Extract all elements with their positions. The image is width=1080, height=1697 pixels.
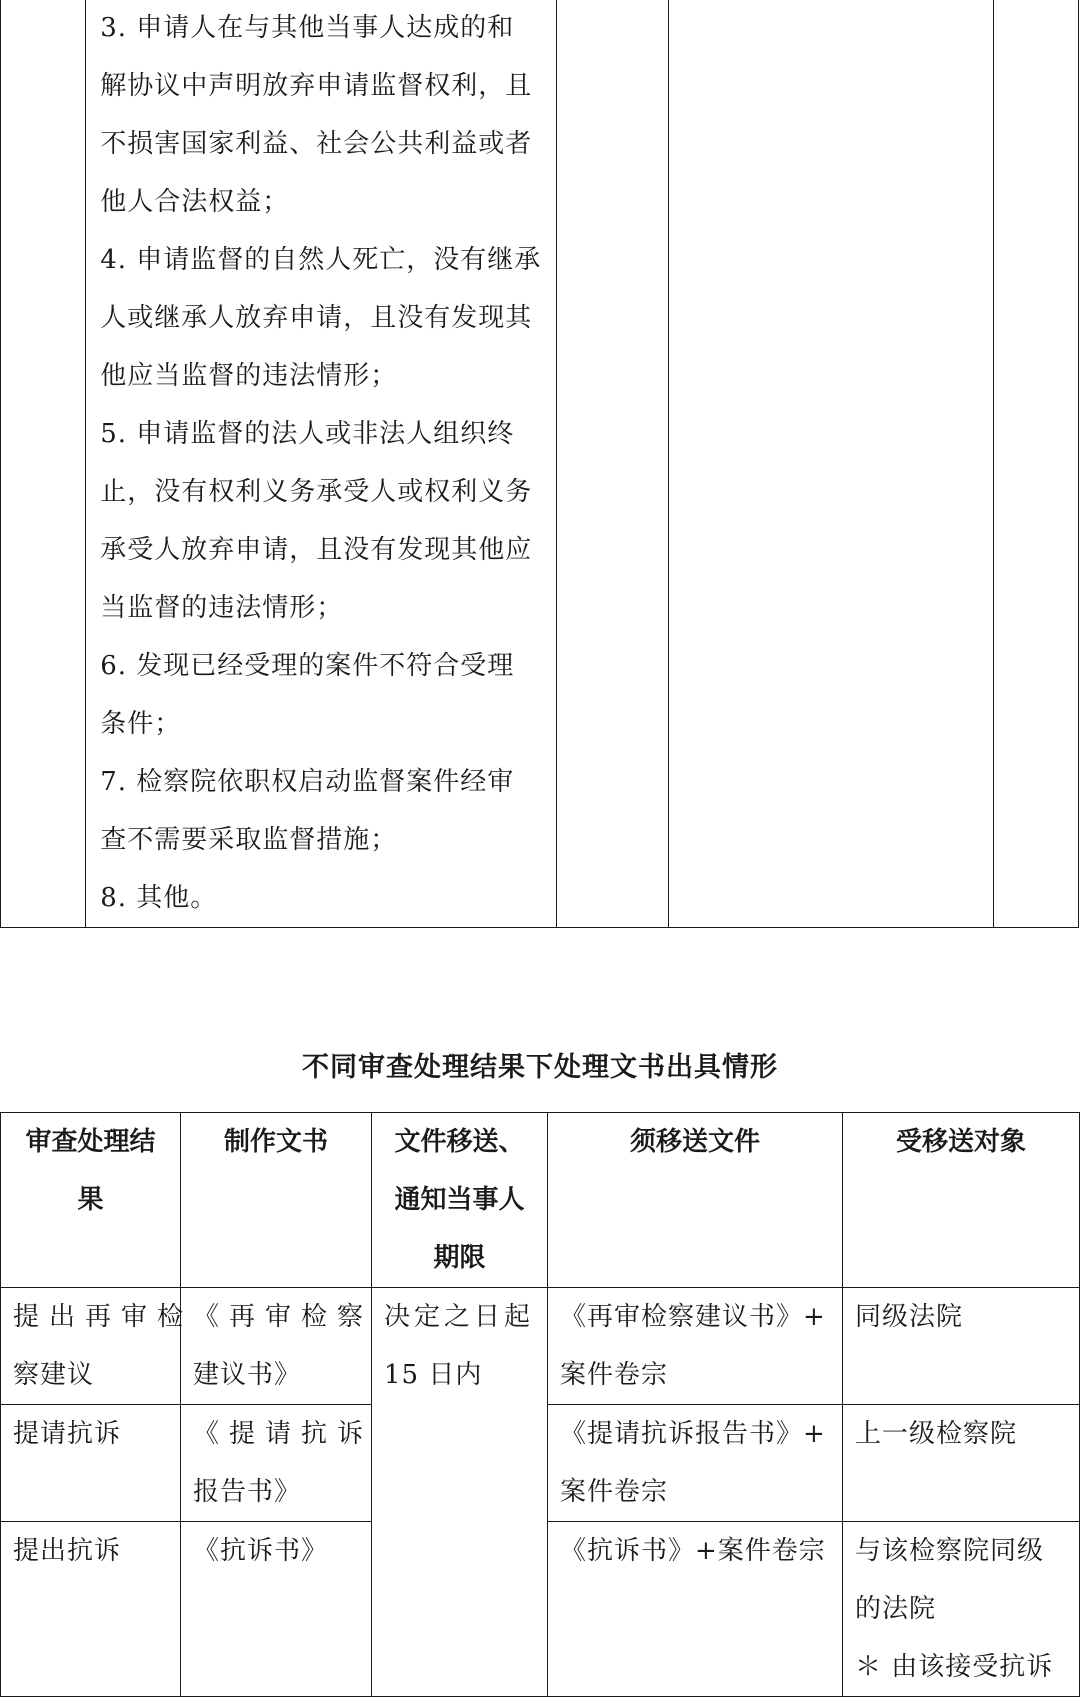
item-line: 不损害国家利益、社会公共利益或者 <box>100 129 533 159</box>
item-line: 7. 检察院依职权启动监督案件经审 <box>100 767 515 797</box>
continued-col-3 <box>556 0 668 928</box>
cell-document: 《提请抗诉 报告书》 <box>181 1405 372 1522</box>
cell-document: 《抗诉书》 <box>181 1522 372 1697</box>
outcome-table <box>0 1112 1080 1697</box>
item-line: 查不需要采取监督措施； <box>100 825 398 855</box>
continued-items-cell <box>86 0 556 928</box>
header-period: 文件移送、 通知当事人 期限 <box>372 1113 548 1288</box>
table-title: 不同审查处理结果下处理文书出具情形 <box>302 1052 778 1083</box>
header-recipient: 受移送对象 <box>843 1113 1080 1288</box>
item-line: 人或继承人放弃申请，且没有发现其 <box>100 303 533 333</box>
item-line: 他应当监督的违法情形； <box>100 361 398 391</box>
cell-files: 《抗诉书》+案件卷宗 <box>548 1522 843 1697</box>
cell-files: 《提请抗诉报告书》+ 案件卷宗 <box>548 1405 843 1522</box>
cell-recipient: 与该检察院同级 的法院 ＊ 由该接受抗诉 <box>843 1522 1080 1697</box>
header-files: 须移送文件 <box>548 1113 843 1288</box>
continued-col-5 <box>993 0 1078 928</box>
item-line: 止，没有权利义务承受人或权利义务 <box>100 477 533 507</box>
item-line: 4. 申请监督的自然人死亡，没有继承 <box>100 245 542 275</box>
header-document: 制作文书 <box>181 1113 372 1288</box>
item-line: 当监督的违法情形； <box>100 593 344 623</box>
item-line: 他人合法权益； <box>100 187 290 217</box>
item-7 <box>100 753 541 869</box>
cell-result: 提请抗诉 <box>1 1405 181 1522</box>
header-row <box>1 1113 1080 1288</box>
cell-files: 《再审检察建议书》+ 案件卷宗 <box>548 1288 843 1405</box>
cell-result: 提出再审检 察建议 <box>1 1288 181 1405</box>
table-row <box>1 1288 1080 1405</box>
item-6 <box>100 637 541 753</box>
item-line: 5. 申请监督的法人或非法人组织终 <box>100 419 515 449</box>
cell-document: 《再审检察 建议书》 <box>181 1288 372 1405</box>
continued-col-1 <box>1 0 86 928</box>
item-line: 条件； <box>100 709 182 739</box>
item-line: 解协议中声明放弃申请监督权利，且 <box>100 71 533 101</box>
item-3 <box>100 0 541 231</box>
item-8 <box>100 869 541 927</box>
continued-col-4 <box>668 0 993 928</box>
item-line: 3. 申请人在与其他当事人达成的和 <box>100 13 515 43</box>
item-line: 8. 其他。 <box>100 883 218 913</box>
cell-recipient: 上一级检察院 <box>843 1405 1080 1522</box>
item-5 <box>100 405 541 637</box>
item-4 <box>100 231 541 405</box>
cell-recipient: 同级法院 <box>843 1288 1080 1405</box>
item-line: 6. 发现已经受理的案件不符合受理 <box>100 651 515 681</box>
cell-period: 决定之日起 15 日内 <box>372 1288 548 1697</box>
cell-result: 提出抗诉 <box>1 1522 181 1697</box>
item-line: 承受人放弃申请，且没有发现其他应 <box>100 535 533 565</box>
header-result: 审查处理结 果 <box>1 1113 181 1288</box>
